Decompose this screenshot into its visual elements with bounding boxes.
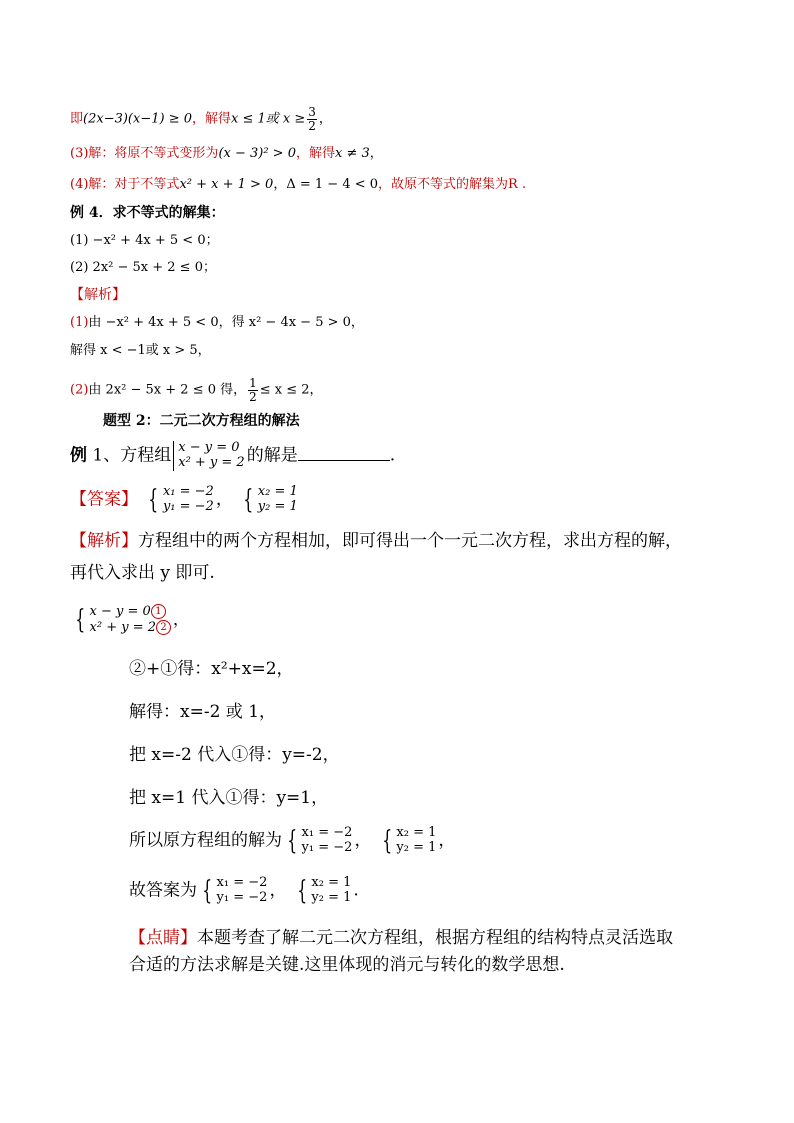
analysis-part-2 <box>70 377 323 403</box>
step-conclusion <box>129 826 455 856</box>
text: . <box>353 880 359 901</box>
comment-label: 【点睛】 <box>129 928 197 948</box>
label: (2) <box>70 382 89 398</box>
text: 即 <box>70 111 84 127</box>
system-bar <box>173 441 174 471</box>
text: 故答案为 <box>129 880 197 901</box>
example-4-question-2: (2) 2x² − 5x + 2 ≤ 0； <box>70 260 216 275</box>
final-answer <box>129 876 359 906</box>
example-1-question <box>70 441 395 471</box>
text: 方程组中的两个方程相加，即可得出一个一元二次方程，求出方程的解， <box>138 531 682 551</box>
final-system-1: { x₁ = −2 y₁ = −2 <box>202 875 268 906</box>
final-system-2: { x₂ = 1 y₂ = 1 <box>297 875 352 906</box>
text: ， <box>173 609 190 629</box>
circle-1-marker: 1 <box>151 604 166 619</box>
text: ， <box>273 177 287 192</box>
solution-system-2: { x₂ = 1 y₂ = 1 <box>382 825 437 856</box>
text: . <box>389 445 396 466</box>
text: 的解是 <box>246 445 298 466</box>
explanation-line-2: 再代入求出 y 即可. <box>70 563 215 583</box>
section-heading: 题型 2：二元二次方程组的解法 <box>103 413 300 429</box>
text: 本题考查了解二元二次方程组，根据方程组的结构特点灵活选取 <box>197 928 673 948</box>
circle-2-marker: 2 <box>156 620 171 635</box>
math: Δ = 1 − 4 < 0 <box>286 177 379 192</box>
step-solve: 解得：x=-2 或 1， <box>129 702 277 722</box>
text: ，解得 <box>295 146 335 161</box>
text: 由 2x² − 5x + 2 ≤ 0 得， <box>88 382 247 398</box>
text: ， <box>318 111 332 127</box>
explanation-line-1 <box>70 533 682 550</box>
solution-part-4 <box>70 178 526 191</box>
answer-system-2: { x₂ = 1 y₂ = 1 <box>243 484 298 515</box>
text: 解：对于不等式 <box>88 177 180 192</box>
text: ， <box>354 830 372 851</box>
math: (2x−3)(x−1) ≥ 0 <box>83 111 192 127</box>
example-4-question-1: (1) −x² + 4x + 5 < 0； <box>70 233 219 248</box>
comment-line-1 <box>129 930 673 947</box>
text: 1、方程组 <box>92 445 172 466</box>
analysis-part-1-solution: 解得 x < −1或 x > 5， <box>70 343 211 358</box>
example-4-title: 例 4．求不等式的解集： <box>70 205 225 221</box>
text: ， <box>215 489 233 510</box>
label: (3) <box>70 146 89 161</box>
step-substitute-1: 把 x=-2 代入①得：y=-2， <box>129 745 340 765</box>
math: x ≠ 3 <box>335 146 370 161</box>
text: ，故原不等式的解集为R . <box>378 177 527 192</box>
text: ， <box>269 880 287 901</box>
equation-system: x − y = 0 x² + y = 2 <box>178 440 245 470</box>
fraction: $\frac{1}{2}$ <box>249 376 257 404</box>
label: 例 <box>70 445 87 466</box>
text: ≤ x ≤ 2， <box>259 382 323 398</box>
solution-part-3 <box>70 147 383 160</box>
text: 所以原方程组的解为 <box>129 830 282 851</box>
text: ，解得 <box>192 111 232 127</box>
label: (1) <box>70 315 89 330</box>
step-add: ②+①得：x²+x=2， <box>129 659 294 679</box>
answer-label: 【答案】 <box>70 489 138 510</box>
math: x ≤ 1或 x ≥ <box>231 111 306 127</box>
math: x² + x + 1 > 0 <box>179 177 274 192</box>
answer-line <box>70 485 300 515</box>
equation-system: { x − y = 0 1 x² + y = 2 2 <box>72 604 171 636</box>
labeled-system <box>70 604 189 636</box>
analysis-label: 【解析】 <box>70 531 138 551</box>
text: ， <box>369 146 383 161</box>
step-substitute-2: 把 x=1 代入①得：y=1， <box>129 788 329 808</box>
math: (x − 3)² > 0 <box>218 146 296 161</box>
comment-line-2: 合适的方法求解是关键.这里体现的消元与转化的数学思想. <box>129 955 565 975</box>
text: 由 −x² + 4x + 5 < 0，得 x² − 4x − 5 > 0， <box>88 315 364 330</box>
solution-system-1: { x₁ = −2 y₁ = −2 <box>287 825 353 856</box>
analysis-part-1 <box>70 316 364 329</box>
solution-line-2x3 <box>70 106 332 132</box>
label: (4) <box>70 177 89 192</box>
answer-system-1: { x₁ = −2 y₁ = −2 <box>148 484 214 515</box>
text: ， <box>438 830 456 851</box>
answer-blank <box>298 446 390 461</box>
fraction: $\frac{3}{2}$ <box>308 105 316 133</box>
analysis-label: 【解析】 <box>70 287 126 303</box>
text: 解：将原不等式变形为 <box>88 146 219 161</box>
